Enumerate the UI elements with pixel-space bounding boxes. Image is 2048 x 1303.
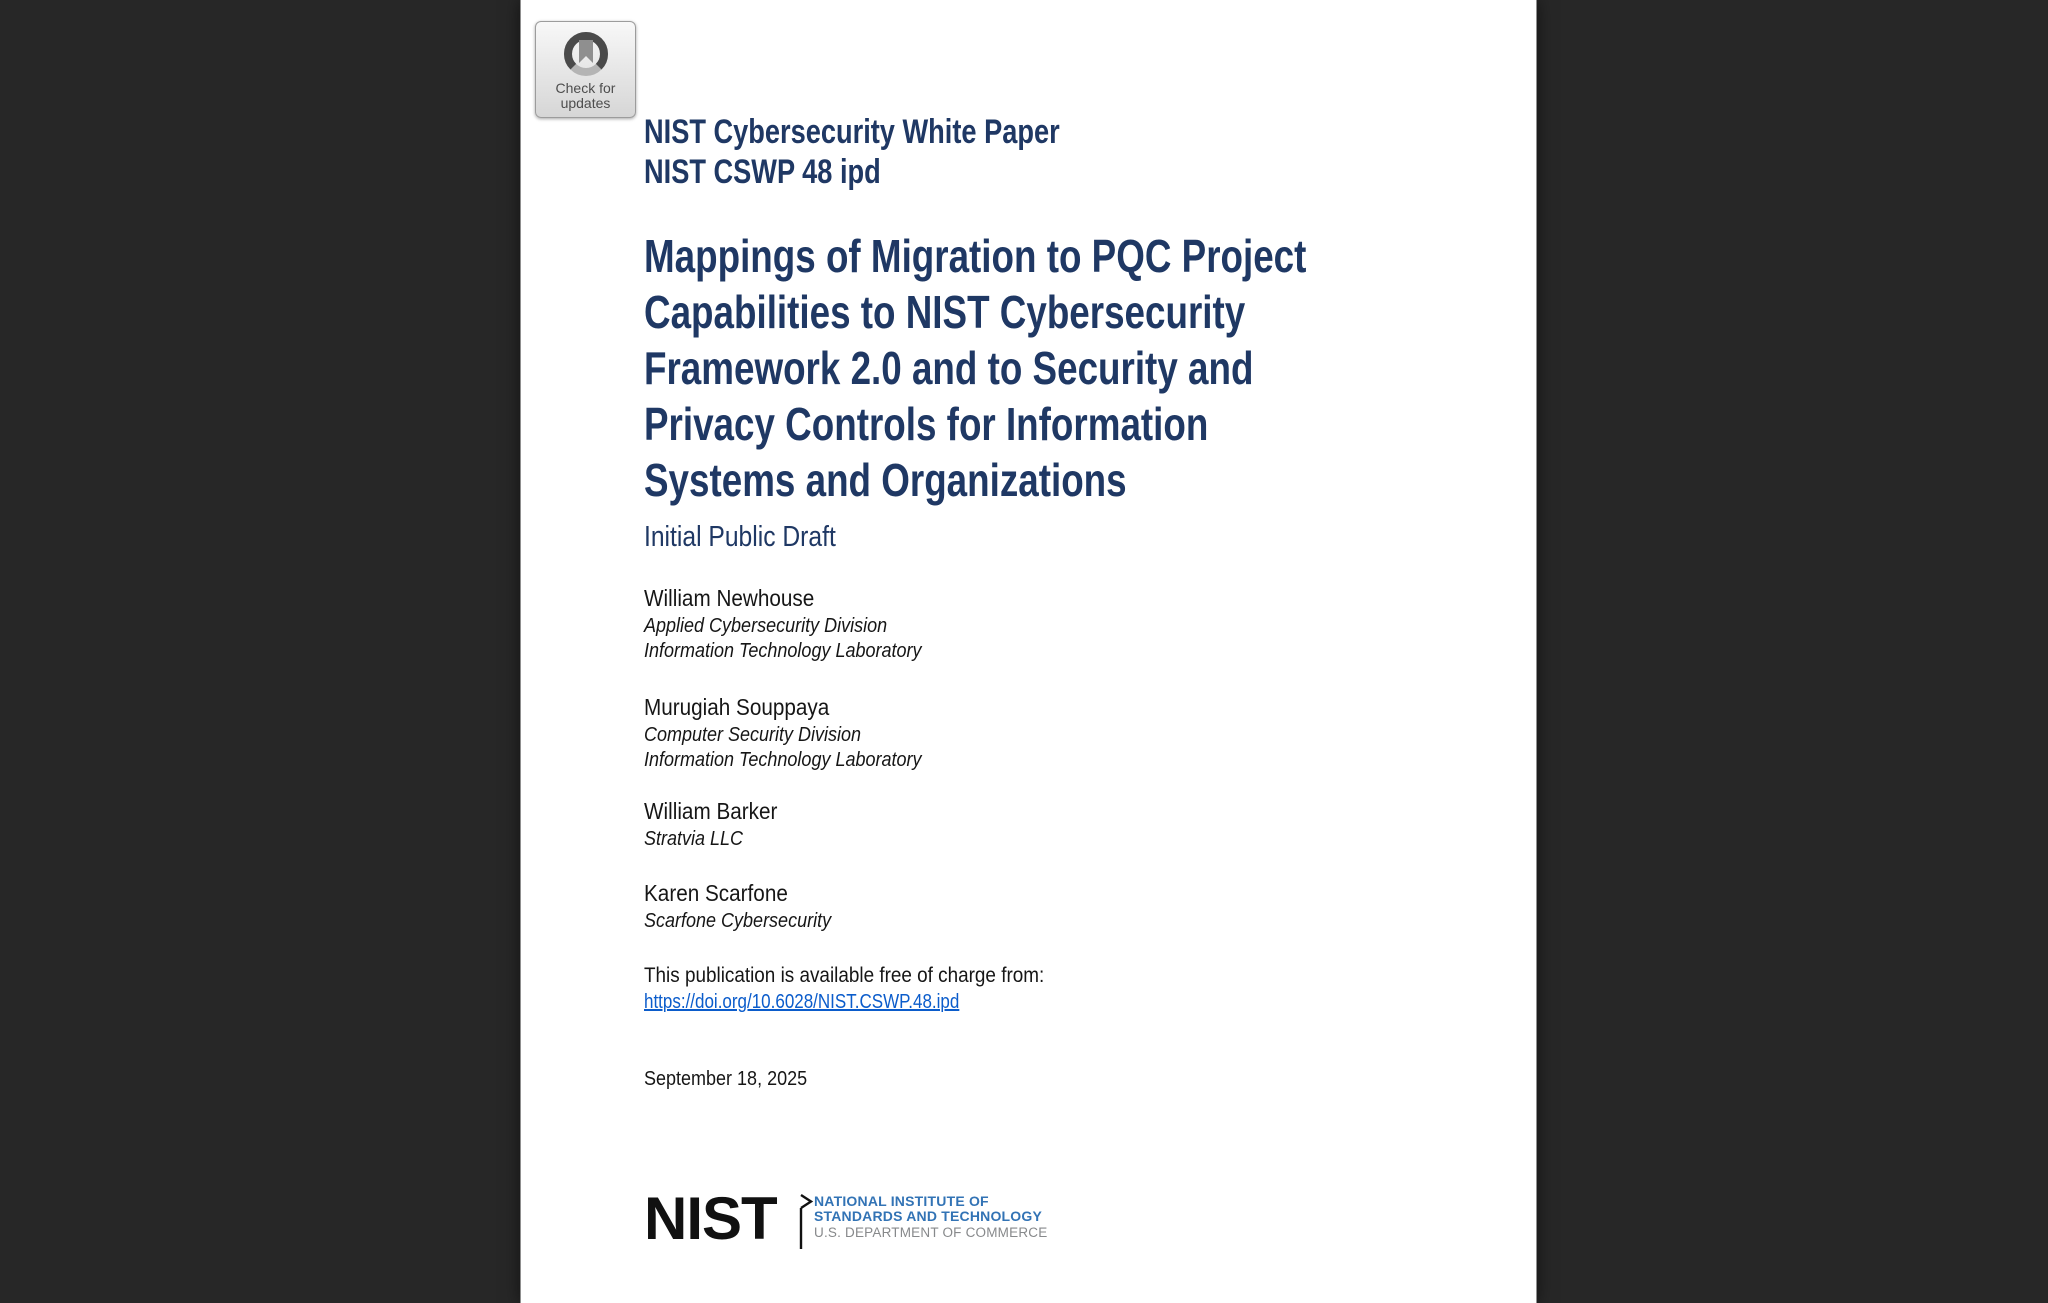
nist-org-line2: STANDARDS AND TECHNOLOGY xyxy=(814,1208,1043,1224)
doc-title xyxy=(644,228,1306,508)
author-name: Murugiah Souppaya xyxy=(644,694,830,720)
doi-link[interactable]: https://doi.org/10.6028/NIST.CSWP.48.ipd xyxy=(644,991,960,1013)
availability-note: This publication is available free of charge from: xyxy=(644,964,1045,987)
document-page xyxy=(520,0,1537,1303)
doc-status: Initial Public Draft xyxy=(644,521,836,553)
author-block xyxy=(644,585,922,664)
badge-label-line2: updates xyxy=(560,95,611,111)
check-for-updates-label xyxy=(556,81,616,111)
badge-label-line1: Check for xyxy=(555,80,616,96)
author-affiliation: Stratvia LLC xyxy=(644,828,744,850)
author-affiliation: Applied Cybersecurity Division xyxy=(644,615,888,637)
author-block xyxy=(644,694,922,773)
author-affiliation: Computer Security Division xyxy=(644,724,862,746)
publication-date: September 18, 2025 xyxy=(644,1068,808,1090)
doc-title-line: Framework 2.0 and to Security and xyxy=(644,342,1254,394)
check-for-updates-button[interactable] xyxy=(535,21,636,118)
author-affiliation: Scarfone Cybersecurity xyxy=(644,910,832,932)
doc-title-line: Systems and Organizations xyxy=(644,454,1127,506)
doc-number: NIST CSWP 48 ipd xyxy=(644,153,881,191)
author-name: Karen Scarfone xyxy=(644,880,788,906)
doc-title-line: Privacy Controls for Information xyxy=(644,398,1209,450)
nist-org-line1: NATIONAL INSTITUTE OF xyxy=(814,1193,989,1209)
doc-title-line: Mappings of Migration to PQC Project xyxy=(644,230,1307,282)
author-affiliation: Information Technology Laboratory xyxy=(644,640,922,662)
nist-org-line3: U.S. DEPARTMENT OF COMMERCE xyxy=(814,1225,1048,1240)
author-block xyxy=(644,798,777,852)
doc-series: NIST Cybersecurity White Paper xyxy=(644,113,1060,151)
doi-link-row xyxy=(644,989,959,1015)
nist-org-text xyxy=(814,1194,1047,1240)
crossmark-icon xyxy=(560,27,612,79)
author-name: William Newhouse xyxy=(644,585,815,611)
doc-header xyxy=(644,112,1060,192)
doc-title-line: Capabilities to NIST Cybersecurity xyxy=(644,286,1246,338)
nist-wordmark: NIST xyxy=(644,1185,777,1252)
author-affiliation: Information Technology Laboratory xyxy=(644,749,922,771)
author-name: William Barker xyxy=(644,798,778,824)
author-block xyxy=(644,880,831,934)
